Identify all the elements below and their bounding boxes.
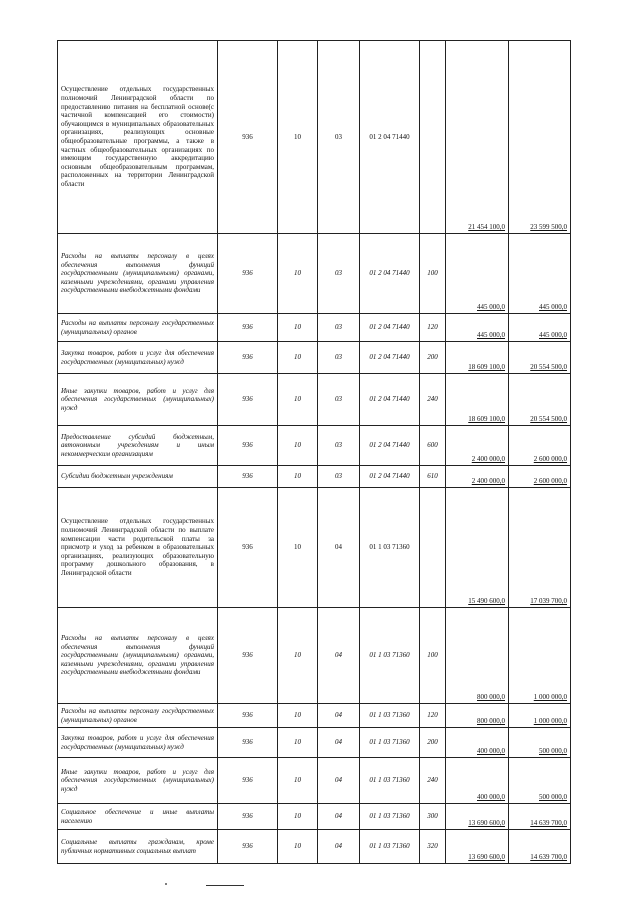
row-name: Расходы на выплаты персоналу государственных (муниципальных) органов <box>58 314 218 342</box>
pr-code: 04 <box>318 704 360 728</box>
sum-year-1-value: 18 609 100,0 <box>468 415 505 424</box>
table-row <box>58 466 571 488</box>
rz-code: 10 <box>278 704 318 728</box>
budget-table-body <box>58 41 571 864</box>
row-name: Субсидии бюджетным учреждениям <box>58 466 218 488</box>
sum-year-2-value: 1 000 000,0 <box>533 717 567 726</box>
sum-year-1-value: 400 000,0 <box>477 747 505 756</box>
row-name: Социальное обеспечение и иные выплаты населению <box>58 804 218 830</box>
rz-code: 10 <box>278 426 318 466</box>
sum-year-1 <box>446 234 509 314</box>
vr-code: 100 <box>420 608 446 704</box>
vr-code: 240 <box>420 374 446 426</box>
table-row <box>58 758 571 804</box>
sum-year-1 <box>446 728 509 758</box>
sum-year-2-value: 500 000,0 <box>539 747 567 756</box>
vr-code <box>420 488 446 608</box>
ved-code: 936 <box>218 314 278 342</box>
csr-code: 01 2 04 71440 <box>360 234 420 314</box>
sum-year-2 <box>509 234 571 314</box>
pr-code: 04 <box>318 804 360 830</box>
rz-code: 10 <box>278 374 318 426</box>
csr-code: 01 2 04 71440 <box>360 342 420 374</box>
vr-code <box>420 41 446 234</box>
row-name: Закупка товаров, работ и услуг для обеспечения государственных (муниципальных) нужд <box>58 728 218 758</box>
budget-table <box>57 40 571 864</box>
row-name: Закупка товаров, работ и услуг для обеспечения государственных (муниципальных) нужд <box>58 342 218 374</box>
rz-code: 10 <box>278 342 318 374</box>
vr-code: 300 <box>420 804 446 830</box>
pr-code: 03 <box>318 342 360 374</box>
sum-year-1-value: 2 400 000,0 <box>471 455 505 464</box>
table-row <box>58 704 571 728</box>
ved-code: 936 <box>218 426 278 466</box>
footer-line <box>206 885 244 886</box>
sum-year-2 <box>509 426 571 466</box>
pr-code: 03 <box>318 374 360 426</box>
row-name: Предоставление субсидий бюджетным, автономным учреждениям и иным некоммерческим организациям <box>58 426 218 466</box>
sum-year-2 <box>509 608 571 704</box>
table-row <box>58 488 571 608</box>
sum-year-1-value: 800 000,0 <box>477 717 505 726</box>
rz-code: 10 <box>278 830 318 864</box>
csr-code: 01 1 03 71360 <box>360 608 420 704</box>
sum-year-1-value: 21 454 100,0 <box>468 223 505 232</box>
sum-year-1 <box>446 830 509 864</box>
sum-year-1-value: 400 000,0 <box>477 793 505 802</box>
row-name: Расходы на выплаты персоналу в целях обеспечения выполнения функций государственными (муниципальными) органами, казенными учреждениями, органами управления государственными внебюджетными фондами <box>58 608 218 704</box>
sum-year-1 <box>446 804 509 830</box>
sum-year-2-value: 2 600 000,0 <box>533 455 567 464</box>
sum-year-1 <box>446 466 509 488</box>
row-name: Иные закупки товаров, работ и услуг для обеспечения государственных (муниципальных) нужд <box>58 758 218 804</box>
pr-code: 04 <box>318 728 360 758</box>
ved-code: 936 <box>218 466 278 488</box>
sum-year-2-value: 20 554 500,0 <box>530 415 567 424</box>
sum-year-2-value: 445 000,0 <box>539 331 567 340</box>
pr-code: 04 <box>318 758 360 804</box>
pr-code: 03 <box>318 426 360 466</box>
csr-code: 01 1 03 71360 <box>360 488 420 608</box>
ved-code: 936 <box>218 234 278 314</box>
table-row <box>58 374 571 426</box>
ved-code: 936 <box>218 488 278 608</box>
csr-code: 01 2 04 71440 <box>360 314 420 342</box>
sum-year-1 <box>446 758 509 804</box>
sum-year-1-value: 445 000,0 <box>477 331 505 340</box>
pr-code: 03 <box>318 466 360 488</box>
csr-code: 01 1 03 71360 <box>360 830 420 864</box>
csr-code: 01 2 04 71440 <box>360 426 420 466</box>
table-row <box>58 728 571 758</box>
pr-code: 03 <box>318 314 360 342</box>
vr-code: 100 <box>420 234 446 314</box>
rz-code: 10 <box>278 41 318 234</box>
pr-code: 03 <box>318 41 360 234</box>
row-name: Расходы на выплаты персоналу в целях обеспечения выполнения функций государственными (муниципальными) органами, казенными учреждениями, органами управления государственными внебюджетными фондами <box>58 234 218 314</box>
sum-year-2-value: 1 000 000,0 <box>533 693 567 702</box>
vr-code: 200 <box>420 728 446 758</box>
row-name: Осуществление отдельных государственных полномочий Ленинградской области по предоставлению питания на бесплатной основе(с частичной компенсацией его стоимости) обучающимся в муниципальных образовательных организациях, реализующих основные общеобразовательные программы, а также в частных общеобразовательных организациях по имеющим государственную аккредитацию основным общеобразовательным программам, расположенных на территории Ленинградской области <box>58 41 218 234</box>
csr-code: 01 1 03 71360 <box>360 728 420 758</box>
pr-code: 04 <box>318 830 360 864</box>
rz-code: 10 <box>278 488 318 608</box>
ved-code: 936 <box>218 41 278 234</box>
row-name: Расходы на выплаты персоналу государственных (муниципальных) органов <box>58 704 218 728</box>
csr-code: 01 1 03 71360 <box>360 704 420 728</box>
rz-code: 10 <box>278 608 318 704</box>
sum-year-2 <box>509 466 571 488</box>
table-row <box>58 314 571 342</box>
csr-code: 01 1 03 71360 <box>360 804 420 830</box>
sum-year-1 <box>446 374 509 426</box>
sum-year-2-value: 14 639 700,0 <box>530 853 567 862</box>
rz-code: 10 <box>278 758 318 804</box>
sum-year-1-value: 445 000,0 <box>477 303 505 312</box>
sum-year-1-value: 800 000,0 <box>477 693 505 702</box>
sum-year-1 <box>446 426 509 466</box>
footer-dot <box>165 883 167 885</box>
rz-code: 10 <box>278 234 318 314</box>
sum-year-1 <box>446 704 509 728</box>
sum-year-1-value: 15 490 600,0 <box>468 597 505 606</box>
sum-year-1-value: 13 690 600,0 <box>468 853 505 862</box>
sum-year-2 <box>509 804 571 830</box>
ved-code: 936 <box>218 704 278 728</box>
sum-year-1-value: 18 609 100,0 <box>468 363 505 372</box>
rz-code: 10 <box>278 314 318 342</box>
csr-code: 01 2 04 71440 <box>360 41 420 234</box>
sum-year-1 <box>446 41 509 234</box>
pr-code: 03 <box>318 234 360 314</box>
ved-code: 936 <box>218 758 278 804</box>
sum-year-2 <box>509 41 571 234</box>
table-row <box>58 804 571 830</box>
ved-code: 936 <box>218 608 278 704</box>
sum-year-2-value: 20 554 500,0 <box>530 363 567 372</box>
sum-year-2-value: 2 600 000,0 <box>533 477 567 486</box>
sum-year-1 <box>446 488 509 608</box>
table-row <box>58 234 571 314</box>
rz-code: 10 <box>278 804 318 830</box>
csr-code: 01 1 03 71360 <box>360 758 420 804</box>
sum-year-2-value: 500 000,0 <box>539 793 567 802</box>
table-row <box>58 426 571 466</box>
ved-code: 936 <box>218 830 278 864</box>
sum-year-2-value: 14 639 700,0 <box>530 819 567 828</box>
sum-year-1-value: 13 690 600,0 <box>468 819 505 828</box>
sum-year-2 <box>509 728 571 758</box>
csr-code: 01 2 04 71440 <box>360 374 420 426</box>
table-row <box>58 41 571 234</box>
row-name: Социальные выплаты гражданам, кроме публичных нормативных социальных выплат <box>58 830 218 864</box>
sum-year-2 <box>509 314 571 342</box>
pr-code: 04 <box>318 488 360 608</box>
vr-code: 120 <box>420 314 446 342</box>
sum-year-2 <box>509 758 571 804</box>
ved-code: 936 <box>218 374 278 426</box>
vr-code: 600 <box>420 426 446 466</box>
sum-year-2-value: 23 599 500,0 <box>530 223 567 232</box>
sum-year-1 <box>446 342 509 374</box>
sum-year-2 <box>509 342 571 374</box>
sum-year-1 <box>446 314 509 342</box>
table-row <box>58 342 571 374</box>
sum-year-2 <box>509 704 571 728</box>
vr-code: 200 <box>420 342 446 374</box>
ved-code: 936 <box>218 728 278 758</box>
rz-code: 10 <box>278 466 318 488</box>
sum-year-1-value: 2 400 000,0 <box>471 477 505 486</box>
vr-code: 120 <box>420 704 446 728</box>
sum-year-2 <box>509 830 571 864</box>
sum-year-2-value: 445 000,0 <box>539 303 567 312</box>
sum-year-1 <box>446 608 509 704</box>
vr-code: 320 <box>420 830 446 864</box>
table-row <box>58 830 571 864</box>
vr-code: 610 <box>420 466 446 488</box>
rz-code: 10 <box>278 728 318 758</box>
sum-year-2 <box>509 488 571 608</box>
row-name: Осуществление отдельных государственных полномочий Ленинградской области по выплате компенсации части родительской платы за присмотр и уход за ребенком в образовательных организациях, реализующих образовательную программу дошкольного образования, в Ленинградской области <box>58 488 218 608</box>
table-row <box>58 608 571 704</box>
ved-code: 936 <box>218 804 278 830</box>
sum-year-2-value: 17 039 700,0 <box>530 597 567 606</box>
ved-code: 936 <box>218 342 278 374</box>
vr-code: 240 <box>420 758 446 804</box>
row-name: Иные закупки товаров, работ и услуг для обеспечения государственных (муниципальных) нужд <box>58 374 218 426</box>
sum-year-2 <box>509 374 571 426</box>
pr-code: 04 <box>318 608 360 704</box>
csr-code: 01 2 04 71440 <box>360 466 420 488</box>
